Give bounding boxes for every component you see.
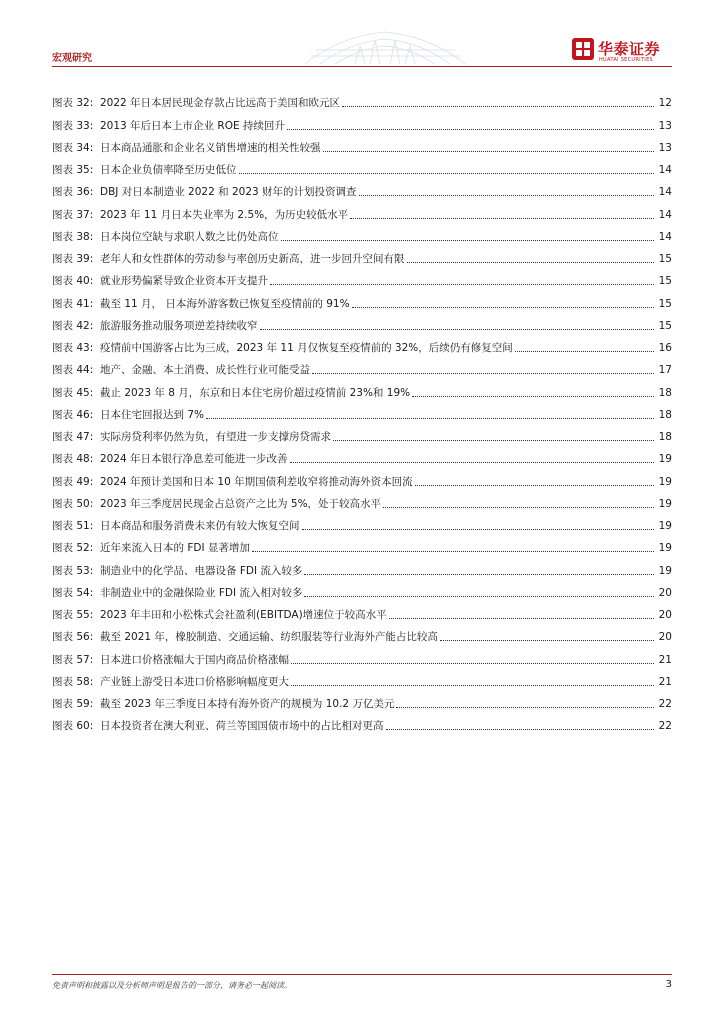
toc-entry-page[interactable]: 20 [658, 631, 672, 644]
toc-dot-leader [383, 506, 654, 508]
toc-entry[interactable] [52, 511, 672, 533]
toc-dot-leader [312, 372, 654, 374]
toc-entry-title[interactable]: 日本商品通胀和企业名义销售增速的相关性较强 [100, 141, 321, 154]
toc-entry-title[interactable]: 截止 2023 年 8 月，东京和日本住宅房价超过疫情前 23%和 19% [100, 386, 411, 399]
toc-entry-label: 图表 51: [52, 520, 94, 532]
toc-entry-title[interactable]: 截至 2023 年三季度日本持有海外资产的规模为 10.2 万亿美元 [100, 698, 395, 710]
toc-entry-label: 图表 47: [52, 431, 94, 443]
toc-entry[interactable] [52, 533, 672, 555]
toc-entry-title[interactable]: 截至 2021 年，橡胶制造、交通运输、纺织服装等行业海外产能占比较高 [100, 631, 438, 644]
toc-entry[interactable] [52, 489, 672, 511]
toc-entry-label: 图表 35: [52, 164, 94, 176]
toc-entry-title[interactable]: 制造业中的化学品、电器设备 FDI 流入较多 [100, 564, 303, 577]
toc-entry[interactable] [52, 266, 672, 288]
toc-entry-page[interactable]: 15 [658, 297, 672, 310]
toc-entry-title[interactable]: 就业形势偏紧导致企业资本开支提升 [100, 275, 268, 288]
toc-entry-label: 图表 32: [52, 97, 94, 110]
toc-dot-leader [290, 461, 654, 463]
page-number: 3 [665, 979, 672, 990]
toc-dot-leader [206, 417, 654, 419]
toc-entry-label: 图表 58: [52, 675, 94, 688]
toc-dot-leader [407, 261, 655, 263]
toc-entry-title[interactable]: 2024 年日本银行净息差可能进一步改善 [100, 453, 288, 466]
toc-entry-title[interactable]: 日本岗位空缺与求职人数之比仍处高位 [100, 230, 279, 243]
toc-entry-page[interactable]: 19 [658, 453, 672, 466]
toc-entry[interactable] [52, 622, 672, 644]
toc-entry-label: 图表 57: [52, 653, 94, 666]
toc-entry-page[interactable]: 13 [658, 119, 672, 132]
toc-entry-page[interactable]: 21 [658, 653, 672, 666]
huatai-logo-icon [572, 38, 594, 60]
toc-entry[interactable] [52, 377, 672, 399]
toc-entry-title[interactable]: 日本进口价格涨幅大于国内商品价格涨幅 [100, 653, 289, 666]
toc-dot-leader [323, 150, 655, 152]
toc-dot-leader [359, 194, 654, 196]
toc-entry-page[interactable]: 20 [658, 609, 672, 621]
toc-entry-title[interactable]: DBJ 对日本制造业 2022 和 2023 财年的计划投资调查 [100, 186, 357, 199]
toc-entry-label: 图表 39: [52, 253, 94, 265]
toc-entry[interactable] [52, 444, 672, 466]
toc-entry[interactable] [52, 689, 672, 711]
toc-entry-title[interactable]: 2013 年后日本上市企业 ROE 持续回升 [100, 119, 285, 132]
toc-entry[interactable] [52, 244, 672, 266]
logo-text-en: HUATAI SECURITIES [599, 57, 653, 63]
toc-entry-label: 图表 38: [52, 230, 94, 243]
toc-entry-title[interactable]: 截至 11 月， 日本海外游客数已恢复至疫情前的 91% [100, 297, 350, 310]
toc-entry[interactable] [52, 578, 672, 600]
toc-entry-page[interactable]: 14 [658, 230, 672, 243]
toc-entry-label: 图表 53: [52, 564, 94, 577]
toc-entry-page[interactable]: 16 [658, 342, 672, 354]
toc-entry-page[interactable]: 22 [658, 698, 672, 710]
toc-dot-leader [291, 684, 654, 686]
toc-entry-label: 图表 36: [52, 186, 94, 199]
toc-entry-label: 图表 50: [52, 497, 94, 510]
toc-entry-title[interactable]: 旅游服务推动服务项逆差持续收窄 [100, 319, 258, 332]
toc-dot-leader [239, 172, 655, 174]
toc-entry-title[interactable]: 地产、金融、本土消费、成长性行业可能受益 [100, 364, 310, 377]
toc-dot-leader [333, 439, 654, 441]
toc-entry-page[interactable]: 20 [658, 586, 672, 599]
toc-entry[interactable] [52, 400, 672, 422]
toc-entry-title[interactable]: 2023 年丰田和小松株式会社盈利(EBITDA)增速位于较高水平 [100, 609, 387, 621]
toc-entry[interactable] [52, 222, 672, 244]
company-logo [572, 38, 682, 64]
toc-entry-page[interactable]: 18 [658, 431, 672, 443]
toc-dot-leader [396, 706, 654, 708]
toc-entry-label: 图表 45: [52, 386, 94, 399]
toc-entry-label: 图表 59: [52, 698, 94, 710]
toc-entry[interactable] [52, 311, 672, 333]
toc-entry-title[interactable]: 日本住宅回报达到 7% [100, 408, 204, 421]
toc-entry[interactable] [52, 177, 672, 199]
toc-entry-label: 图表 56: [52, 631, 94, 644]
toc-entry-page[interactable]: 14 [658, 186, 672, 199]
logo-text-cn: 华泰证券 [598, 40, 661, 58]
toc-entry-title[interactable]: 近年来流入日本的 FDI 显著增加 [100, 542, 250, 555]
toc-entry[interactable] [52, 466, 672, 488]
footer-disclaimer: 免责声明和披露以及分析师声明是报告的一部分，请务必一起阅读。 [52, 981, 292, 990]
toc-dot-leader [342, 105, 654, 107]
toc-dot-leader [440, 639, 654, 641]
toc-entry-title[interactable]: 2023 年三季度居民现金占总资产之比为 5%，处于较高水平 [100, 497, 382, 510]
toc-entry-page[interactable]: 13 [658, 141, 672, 154]
toc-entry-page[interactable]: 21 [658, 675, 672, 688]
toc-entry-page[interactable]: 15 [658, 275, 672, 288]
toc-entry[interactable] [52, 333, 672, 355]
toc-dot-leader [352, 306, 654, 308]
toc-dot-leader [260, 328, 655, 330]
toc-entry-label: 图表 43: [52, 342, 94, 354]
toc-dot-leader [304, 595, 654, 597]
toc-dot-leader [291, 662, 654, 664]
toc-entry-label: 图表 60: [52, 720, 94, 733]
toc-entry-label: 图表 48: [52, 453, 94, 466]
toc-entry[interactable] [52, 600, 672, 622]
toc-entry[interactable] [52, 133, 672, 155]
toc-entry-label: 图表 44: [52, 364, 94, 377]
toc-entry-page[interactable]: 19 [658, 475, 672, 488]
toc-dot-leader [412, 395, 654, 397]
toc-entry-page[interactable]: 19 [658, 564, 672, 577]
toc-entry-page[interactable]: 14 [658, 164, 672, 176]
toc-dot-leader [415, 484, 654, 486]
toc-dot-leader [386, 728, 655, 730]
toc-entry-page[interactable]: 18 [658, 386, 672, 399]
toc-entry-label: 图表 33: [52, 119, 94, 132]
toc-entry-page[interactable]: 19 [658, 542, 672, 555]
toc-entry-label: 图表 34: [52, 141, 94, 154]
toc-entry-title[interactable]: 非制造业中的金融保险业 FDI 流入相对较多 [100, 586, 303, 599]
toc-entry-page[interactable]: 14 [658, 208, 672, 221]
toc-entry[interactable] [52, 88, 672, 110]
toc-entry-label: 图表 54: [52, 586, 94, 599]
toc-dot-leader [389, 617, 654, 619]
toc-entry[interactable] [52, 288, 672, 310]
toc-dot-leader [287, 128, 654, 130]
toc-dot-leader [350, 217, 654, 219]
toc-entry-page[interactable]: 22 [658, 720, 672, 733]
header-decoration [300, 26, 470, 66]
toc-entry[interactable] [52, 110, 672, 132]
toc-entry-page[interactable]: 15 [658, 253, 672, 265]
toc-entry[interactable] [52, 199, 672, 221]
toc-entry[interactable] [52, 667, 672, 689]
toc-dot-leader [281, 239, 655, 241]
toc-entry-title[interactable]: 疫情前中国游客占比为三成，2023 年 11 月仅恢复至疫情前的 32%，后续仍有修复空间 [100, 342, 513, 354]
toc-entry-title[interactable]: 产业链上游受日本进口价格影响幅度更大 [100, 675, 289, 688]
toc-entry-page[interactable]: 15 [658, 319, 672, 332]
toc-entry-label: 图表 46: [52, 408, 94, 421]
toc-entry[interactable] [52, 644, 672, 666]
toc-entry-title[interactable]: 日本商品和服务消费未来仍有较大恢复空间 [100, 520, 300, 532]
toc-entry[interactable] [52, 555, 672, 577]
toc-entry-page[interactable]: 18 [658, 408, 672, 421]
toc-entry-label: 图表 52: [52, 542, 94, 555]
toc-entry[interactable] [52, 711, 672, 733]
toc-dot-leader [270, 283, 654, 285]
toc-entry-label: 图表 40: [52, 275, 94, 288]
toc-entry-page[interactable]: 17 [658, 364, 672, 377]
toc-entry-label: 图表 42: [52, 319, 94, 332]
toc-entry-label: 图表 55: [52, 609, 94, 621]
toc-dot-leader [304, 573, 654, 575]
footer-divider [52, 974, 672, 975]
toc-entry-title[interactable]: 2022 年日本居民现金存款占比远高于美国和欧元区 [100, 97, 341, 110]
toc-entry-title[interactable]: 日本企业负债率降至历史低位 [100, 164, 237, 176]
figure-index-list [52, 88, 672, 733]
toc-entry-title[interactable]: 老年人和女性群体的劳动参与率创历史新高，进一步回升空间有限 [100, 253, 405, 265]
toc-entry-page[interactable]: 12 [658, 97, 672, 110]
toc-entry-page[interactable]: 19 [658, 520, 672, 532]
toc-entry-title[interactable]: 2023 年 11 月日本失业率为 2.5%，为历史较低水平 [100, 208, 349, 221]
toc-dot-leader [252, 550, 654, 552]
toc-entry-label: 图表 37: [52, 208, 94, 221]
toc-entry-label: 图表 41: [52, 297, 94, 310]
toc-dot-leader [515, 350, 654, 352]
page-header [0, 0, 724, 72]
toc-dot-leader [302, 528, 655, 530]
toc-entry-title[interactable]: 2024 年预计美国和日本 10 年期国债利差收窄将推动海外资本回流 [100, 475, 413, 488]
toc-entry-page[interactable]: 19 [658, 497, 672, 510]
toc-entry-title[interactable]: 实际房贷利率仍然为负，有望进一步支撑房贷需求 [100, 431, 331, 443]
section-title: 宏观研究 [52, 53, 92, 64]
toc-entry-title[interactable]: 日本投资者在澳大利亚、荷兰等国国债市场中的占比相对更高 [100, 720, 384, 733]
toc-entry[interactable] [52, 355, 672, 377]
header-divider [52, 66, 672, 67]
toc-entry-label: 图表 49: [52, 475, 94, 488]
toc-entry[interactable] [52, 155, 672, 177]
toc-entry[interactable] [52, 422, 672, 444]
